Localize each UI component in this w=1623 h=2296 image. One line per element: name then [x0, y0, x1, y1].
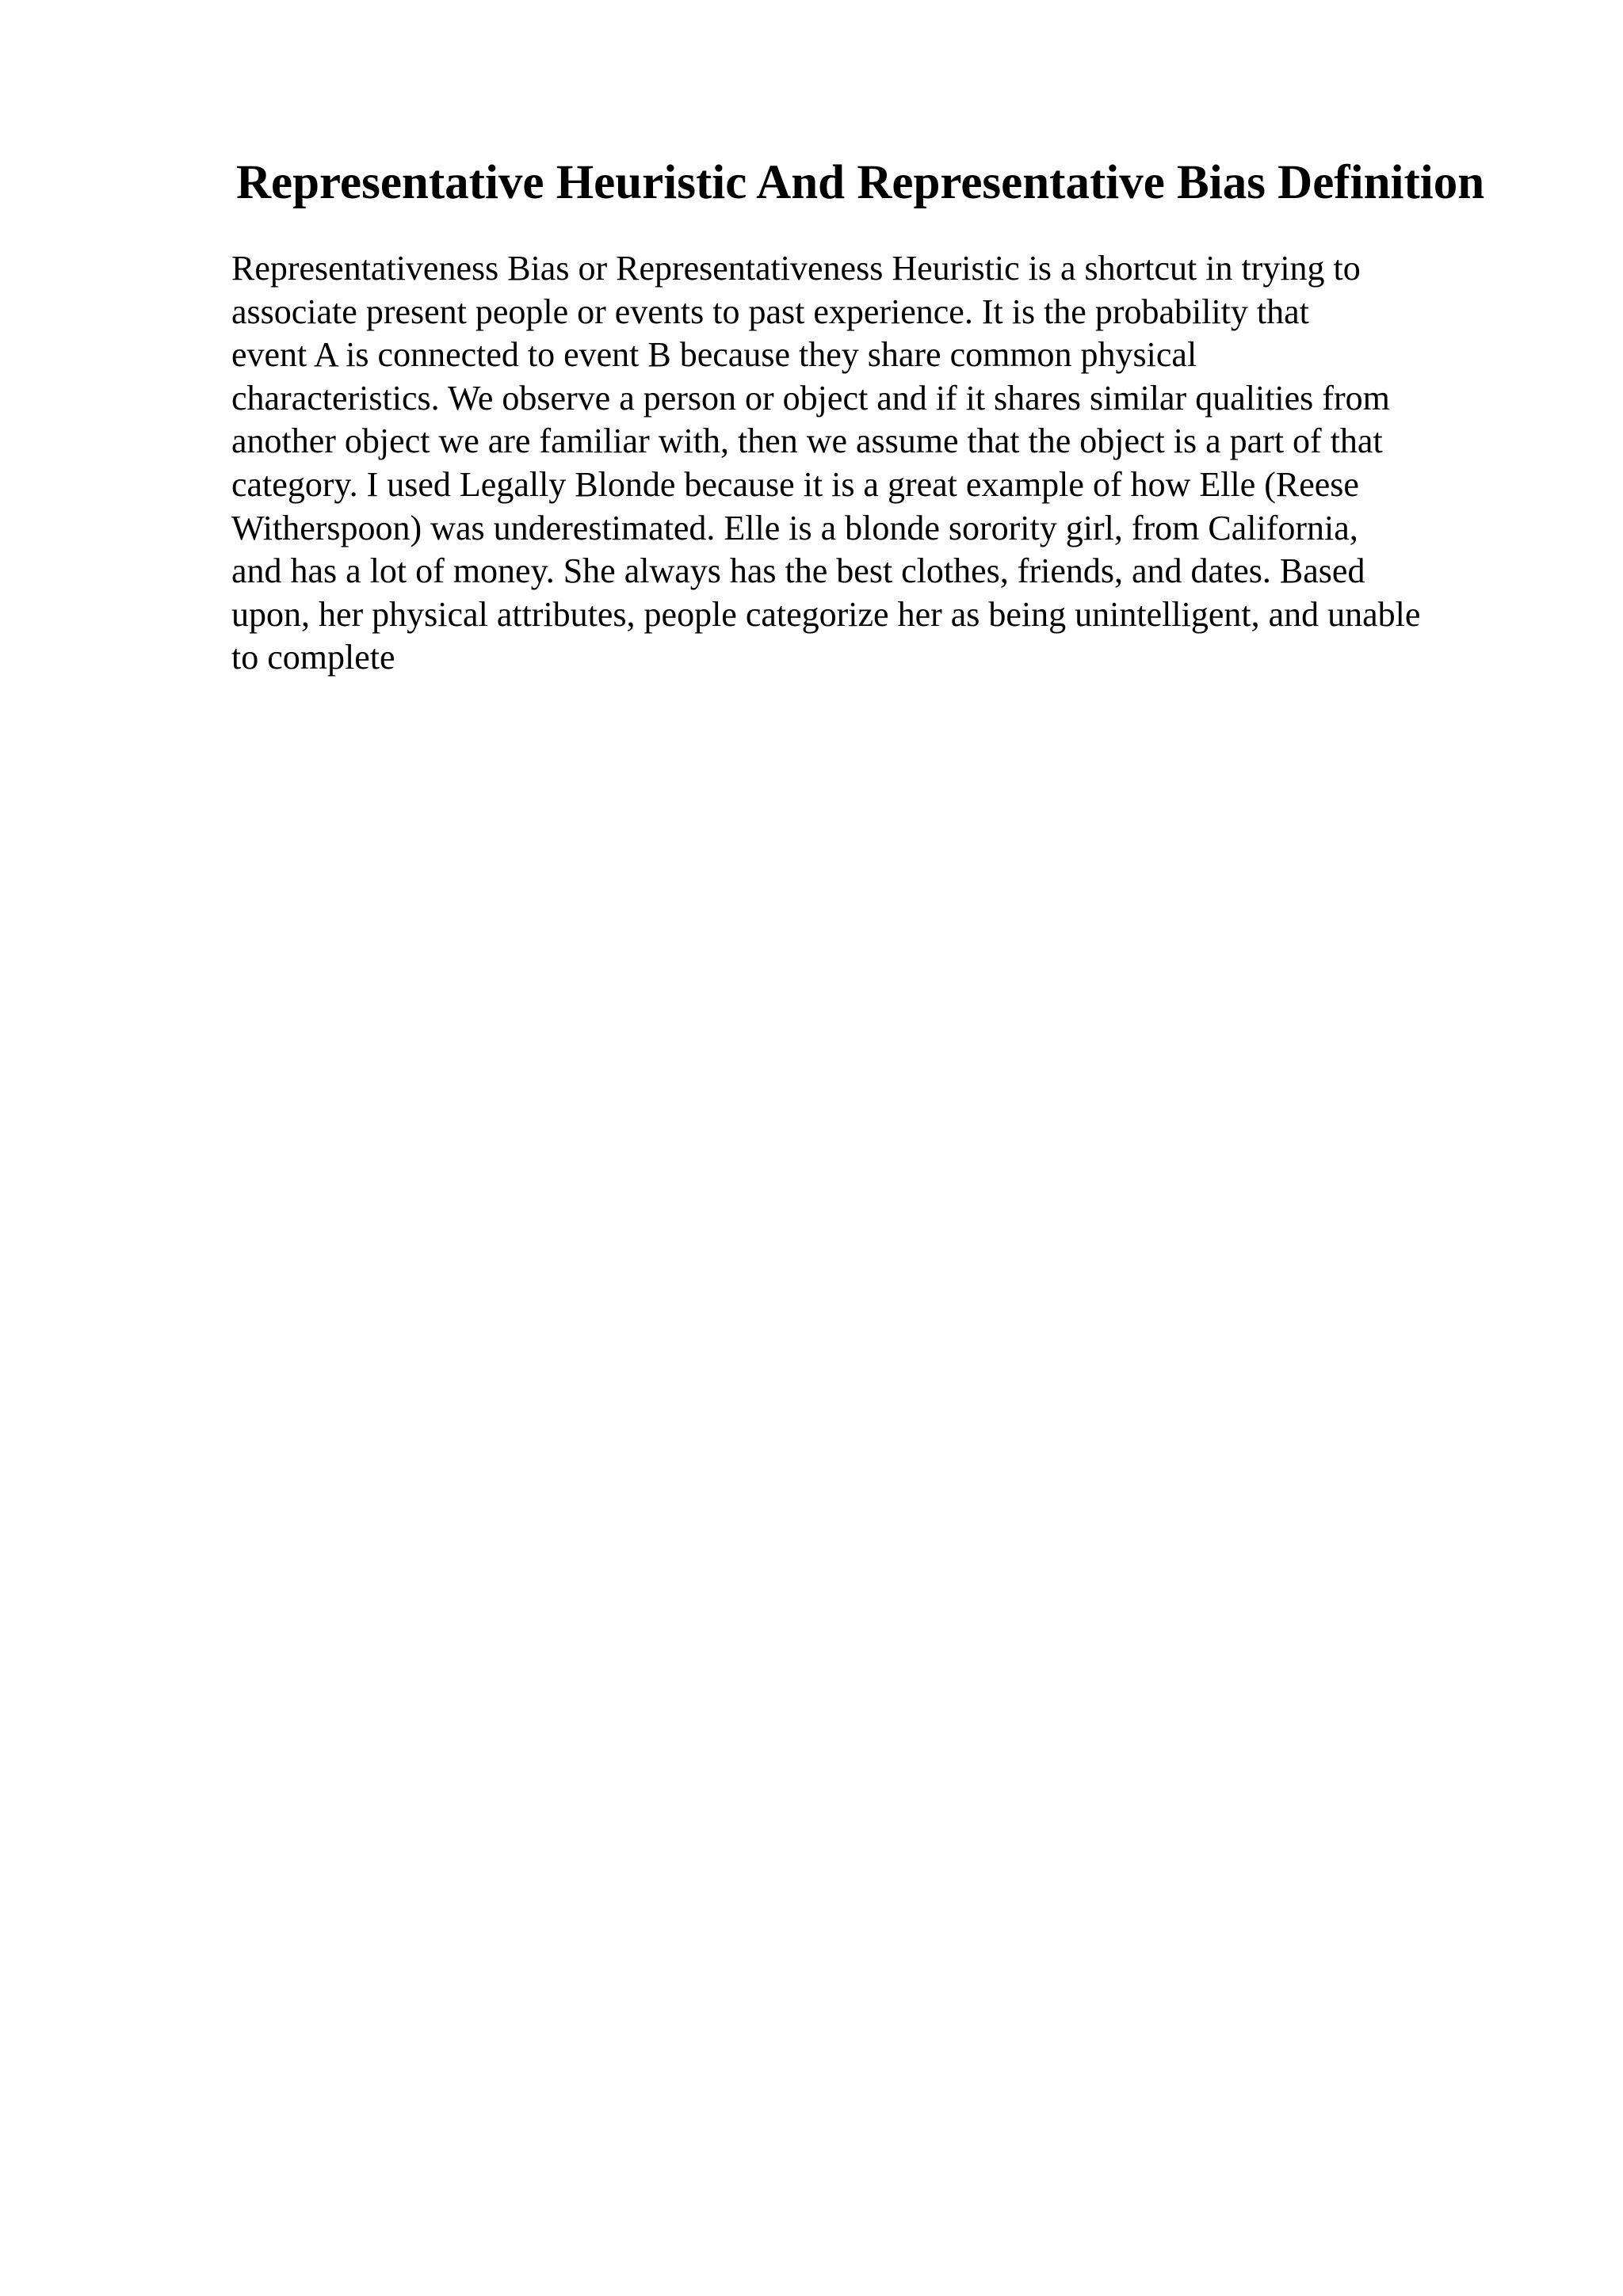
document-title: Representative Heuristic And Representative Bias Definition: [236, 156, 1485, 209]
body-paragraph: [231, 247, 1531, 680]
paragraph-line: to complete: [231, 638, 395, 677]
paragraph-line: Representativeness Bias or Representativeness Heuristic is a shortcut in trying to: [231, 249, 1361, 288]
paragraph-line: associate present people or events to past experience. It is the probability that: [231, 292, 1309, 331]
paragraph-line: characteristics. We observe a person or object and if it shares similar qualities from: [231, 378, 1390, 418]
paragraph-line: event A is connected to event B because they share common physical: [231, 335, 1197, 375]
paragraph-line: upon, her physical attributes, people categorize her as being unintelligent, and unable: [231, 594, 1421, 634]
paragraph-line: and has a lot of money. She always has the best clothes, friends, and dates. Based: [231, 551, 1365, 591]
paragraph-line: category. I used Legally Blonde because it is a great example of how Elle (Reese: [231, 464, 1359, 504]
paragraph-line: another object we are familiar with, then we assume that the object is a part of that: [231, 421, 1383, 461]
paragraph-line: Witherspoon) was underestimated. Elle is a blonde sorority girl, from California,: [231, 508, 1358, 547]
